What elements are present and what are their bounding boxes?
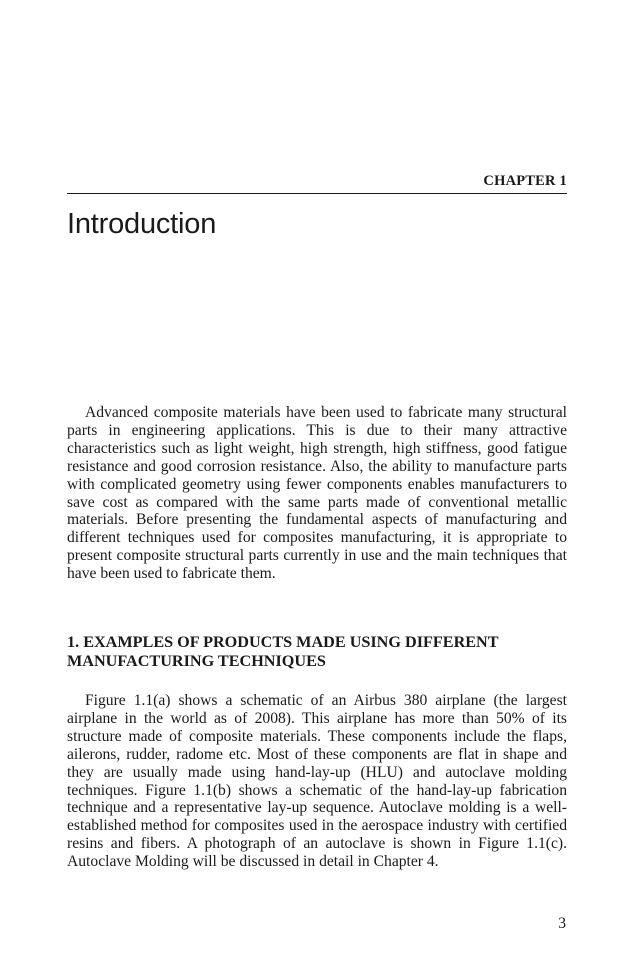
chapter-label: CHAPTER 1 <box>483 173 567 189</box>
section-heading: 1. EXAMPLES OF PRODUCTS MADE USING DIFFERENT MANUFACTURING TECHNIQUES <box>67 633 499 670</box>
chapter-rule <box>67 193 567 194</box>
intro-paragraph: Advanced composite materials have been used to fabricate many structural parts in engineering applications. This is due to their many attractive characteristics such as light weight, high strength, high stiffness, good fatigue resistance and good corrosion resistance. Also, the ability to manufacture parts with complicated geometry using fewer components enables manufacturers to save cost as compared with the same parts made of conventional metallic materials. Before presenting the fundamental aspects of manufacturing and different techniques used for composites manufacturing, it is appropriate to present composite structural parts currently in use and the main techniques that have been used to fabricate them. <box>67 404 567 583</box>
section-paragraph: Figure 1.1(a) shows a schematic of an Airbus 380 airplane (the largest airplane in the world as of 2008). This airplane has more than 50% of its structure made of composite materials. These components include the flaps, ailerons, rudder, radome etc. Most of these components are flat in shape and they are usually made using hand-lay-up (HLU) and autoclave molding techniques. Figure 1.1(b) shows a schematic of the hand-lay-up fabrication technique and a representative lay-up sequence. Autoclave molding is a well-established method for composites used in the aerospace industry with certified resins and fibers. A photograph of an autoclave is shown in Figure 1.1(c). Autoclave Molding will be discussed in detail in Chapter 4. <box>67 692 567 871</box>
page-number: 3 <box>558 915 566 932</box>
chapter-title: Introduction <box>67 208 217 240</box>
